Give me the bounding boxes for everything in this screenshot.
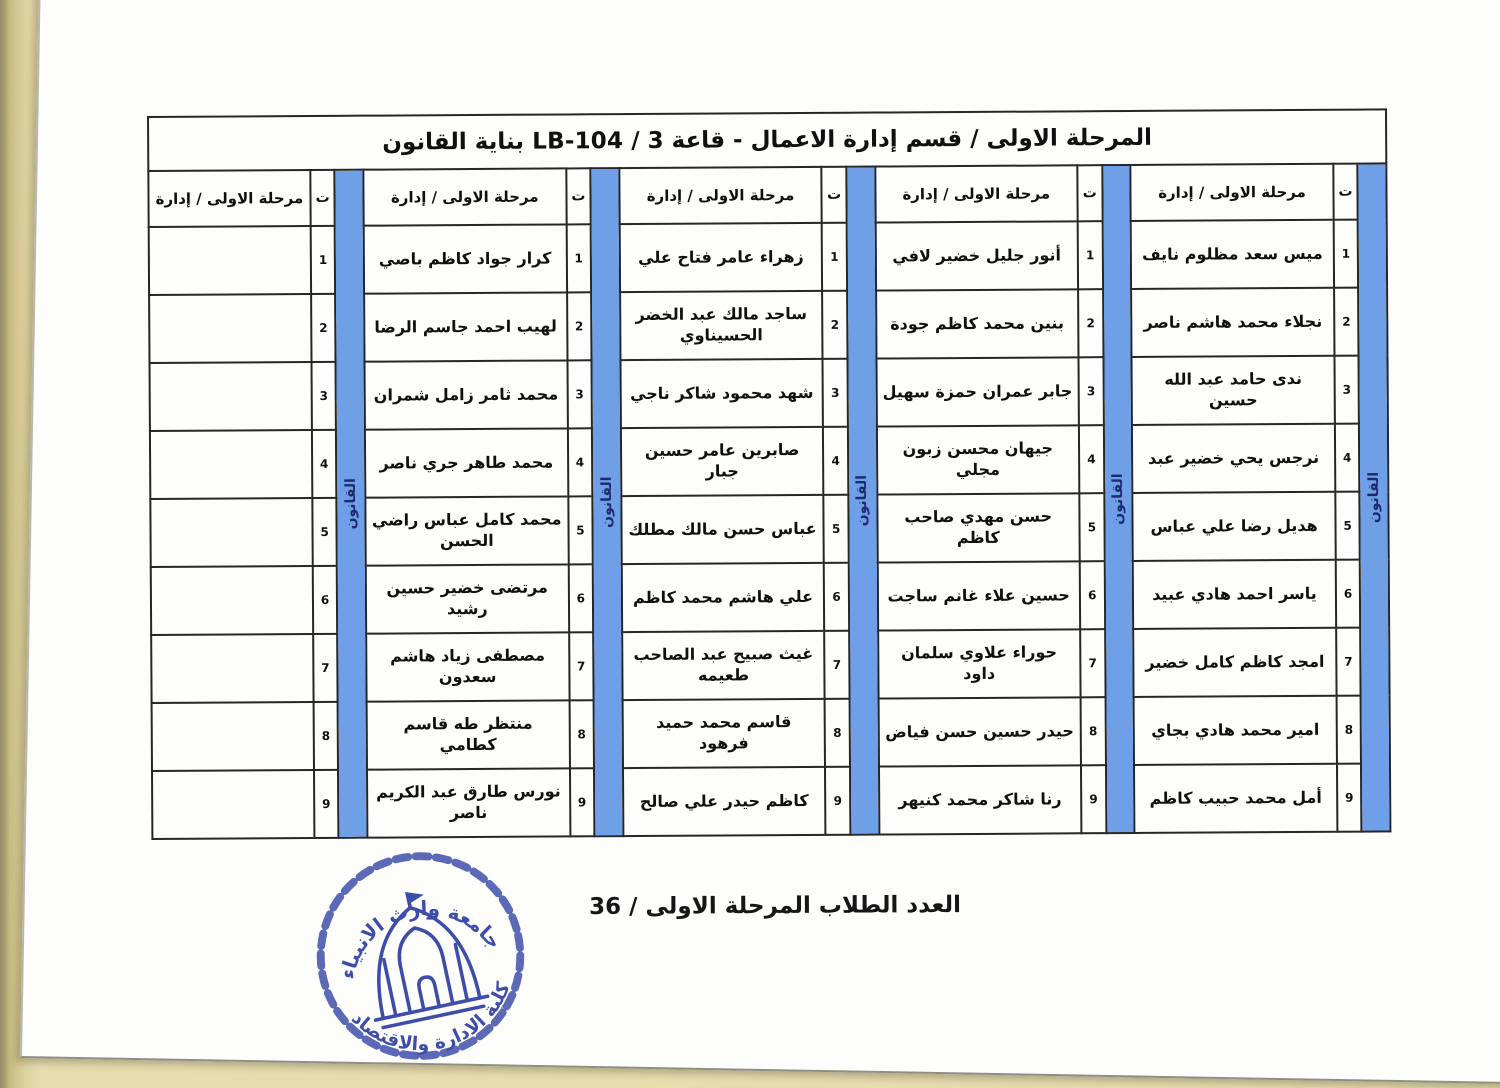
group-column-header: مرحلة الاولى / إدارة (363, 168, 566, 225)
row-number-cell: 3 (311, 362, 336, 430)
student-name-cell (151, 634, 313, 703)
student-roster-table (147, 108, 1391, 840)
student-name-cell: امير محمد هادي بجاي (1134, 696, 1337, 765)
row-number-cell: 7 (1336, 628, 1361, 696)
student-name-cell (150, 498, 312, 567)
student-name-cell (149, 294, 311, 363)
building-strip-label: القانون (598, 476, 615, 528)
student-name-cell: نجلاء محمد هاشم ناصر (1131, 288, 1334, 357)
group-column-header: مرحلة الاولى / إدارة (1131, 164, 1334, 221)
student-name-cell: حسن مهدي صاحب كاظم (877, 493, 1080, 562)
student-name-cell: بنين محمد كاظم جودة (876, 289, 1079, 358)
row-number-cell: 9 (314, 770, 339, 838)
student-name-cell: لهيب احمد جاسم الرضا (364, 292, 567, 361)
student-name-cell: ندى حامد عبد الله حسين (1132, 356, 1335, 425)
row-number-cell: 3 (823, 359, 848, 427)
student-name-cell: محمد كامل عباس راضي الحسن (365, 496, 568, 565)
row-number-cell: 9 (570, 768, 595, 836)
student-name-cell: حيدر حسين حسن فياض (878, 697, 1081, 766)
building-strip-label: القانون (854, 474, 871, 527)
row-number-cell: 8 (569, 700, 594, 768)
row-number-cell: 7 (313, 634, 338, 702)
building-strip-label: القانون (1365, 471, 1383, 524)
building-strip-label: القانون (342, 478, 360, 530)
student-name-cell (151, 566, 313, 635)
row-number-cell: 5 (1079, 493, 1104, 561)
group-column-header: مرحلة الاولى / إدارة (148, 170, 310, 227)
student-name-cell (152, 702, 314, 771)
row-number-cell: 4 (312, 430, 337, 498)
student-name-cell: قاسم محمد حميد فرهود (622, 699, 825, 768)
row-number-cell: 9 (1081, 765, 1106, 833)
student-name-cell: أنور جليل خضير لافي (875, 221, 1078, 290)
stamp-top-text: جامعة وارث الانبياء (335, 896, 507, 981)
table-title: المرحلة الاولى / قسم إدارة الاعمال - قاعة 3 / LB-104 بناية القانون (148, 109, 1386, 171)
row-number-cell: 2 (1078, 289, 1103, 357)
row-number-cell: 6 (824, 563, 849, 631)
group-column-header: مرحلة الاولى / إدارة (619, 167, 822, 224)
student-name-cell (149, 226, 311, 295)
row-number-cell: 8 (1081, 697, 1106, 765)
student-name-cell: عباس حسن مالك مطلك (621, 495, 824, 564)
seq-column-header: ت (310, 170, 335, 226)
row-number-cell: 8 (825, 699, 850, 767)
student-name-cell: منتظر طه قاسم كطامي (367, 700, 570, 769)
student-name-cell: مرتضى خضير حسين رشيد (366, 564, 569, 633)
row-number-cell: 1 (566, 224, 591, 292)
row-number-cell: 8 (1336, 696, 1361, 764)
row-number-cell: 6 (1336, 560, 1361, 628)
row-number-cell: 2 (1334, 288, 1359, 356)
row-number-cell: 4 (1079, 425, 1104, 493)
building-strip (335, 170, 368, 838)
row-number-cell: 2 (567, 292, 592, 360)
student-name-cell: غيث صبيح عبد الصاحب طعيمه (622, 631, 825, 700)
row-number-cell: 5 (312, 498, 337, 566)
student-count-line: العدد الطلاب المرحلة الاولى / 36 (588, 892, 962, 920)
row-number-cell: 7 (824, 631, 849, 699)
student-name-cell: أمل محمد حبيب كاظم (1134, 764, 1337, 833)
building-strip (1102, 165, 1135, 833)
student-name-cell: حسين علاء غانم ساجت (877, 561, 1080, 630)
row-number-cell: 5 (1335, 492, 1360, 560)
student-name-cell: ميس سعد مظلوم نايف (1131, 220, 1334, 289)
row-number-cell: 3 (567, 360, 592, 428)
student-name-cell: مصطفى زياد هاشم سعدون (366, 632, 569, 701)
row-number-cell: 1 (1078, 221, 1103, 289)
student-name-cell (150, 430, 312, 499)
group-column-header: مرحلة الاولى / إدارة (875, 165, 1078, 222)
student-name-cell: رنا شاكر محمد كنيهر (878, 765, 1081, 834)
stamp-bottom-text: كلية الادارة والاقتصاد (347, 979, 515, 1056)
row-number-cell: 5 (568, 496, 593, 564)
building-strip (590, 168, 623, 836)
student-name-cell (150, 362, 312, 431)
seq-column-header: ت (1333, 164, 1358, 220)
student-name-cell (152, 770, 314, 839)
row-number-cell: 6 (313, 566, 338, 634)
row-number-cell: 1 (310, 226, 335, 294)
student-name-cell: شهد محمود شاكر ناجي (620, 359, 823, 428)
seq-column-header: ت (1077, 165, 1102, 221)
building-strip-label: القانون (1110, 473, 1127, 525)
row-number-cell: 3 (1079, 357, 1104, 425)
student-name-cell: علي هاشم محمد كاظم (621, 563, 824, 632)
student-name-cell: كاظم حيدر علي صالح (623, 767, 826, 836)
row-number-cell: 4 (1335, 424, 1360, 492)
row-number-cell: 1 (1333, 220, 1358, 288)
student-name-cell: محمد ثامر زامل شمران (365, 360, 568, 429)
student-name-cell: ياسر احمد هادي عبيد (1133, 560, 1336, 629)
row-number-cell: 1 (822, 223, 847, 291)
student-name-cell: نورس طارق عبد الكريم ناصر (367, 768, 570, 837)
row-number-cell: 2 (311, 294, 336, 362)
seq-column-header: ت (566, 168, 591, 224)
student-name-cell: نرجس يحي خضير عبد (1132, 424, 1335, 493)
row-number-cell: 6 (1080, 561, 1105, 629)
row-number-cell: 6 (568, 564, 593, 632)
row-number-cell: 2 (822, 291, 847, 359)
seq-column-header: ت (822, 167, 847, 223)
student-name-cell: ساجد مالك عبد الخضر الحسيناوي (620, 291, 823, 360)
student-name-cell: زهراء عامر فتاح علي (619, 223, 822, 292)
row-number-cell: 7 (569, 632, 594, 700)
row-number-cell: 5 (824, 495, 849, 563)
student-name-cell: جابر عمران حمزة سهيل (876, 357, 1079, 426)
row-number-cell: 3 (1334, 356, 1359, 424)
row-number-cell: 4 (823, 427, 848, 495)
row-number-cell: 9 (1337, 764, 1362, 832)
row-number-cell: 4 (567, 428, 592, 496)
student-name-cell: جيهان محسن زبون مجلي (876, 425, 1079, 494)
building-strip (1358, 163, 1391, 831)
roster-document (147, 108, 1391, 840)
row-number-cell: 7 (1080, 629, 1105, 697)
row-number-cell: 8 (313, 702, 338, 770)
row-number-cell: 9 (825, 767, 850, 835)
student-name-cell: هديل رضا علي عباس (1133, 492, 1336, 561)
student-name-cell: كرار جواد كاظم باصي (364, 224, 567, 293)
building-strip (846, 167, 879, 835)
student-name-cell: حوراء علاوي سلمان داود (878, 629, 1081, 698)
student-name-cell: امجد كاظم كامل خضير (1133, 628, 1336, 697)
student-name-cell: محمد طاهر جري ناصر (365, 428, 568, 497)
student-name-cell: صابرين عامر حسين جبار (621, 427, 824, 496)
